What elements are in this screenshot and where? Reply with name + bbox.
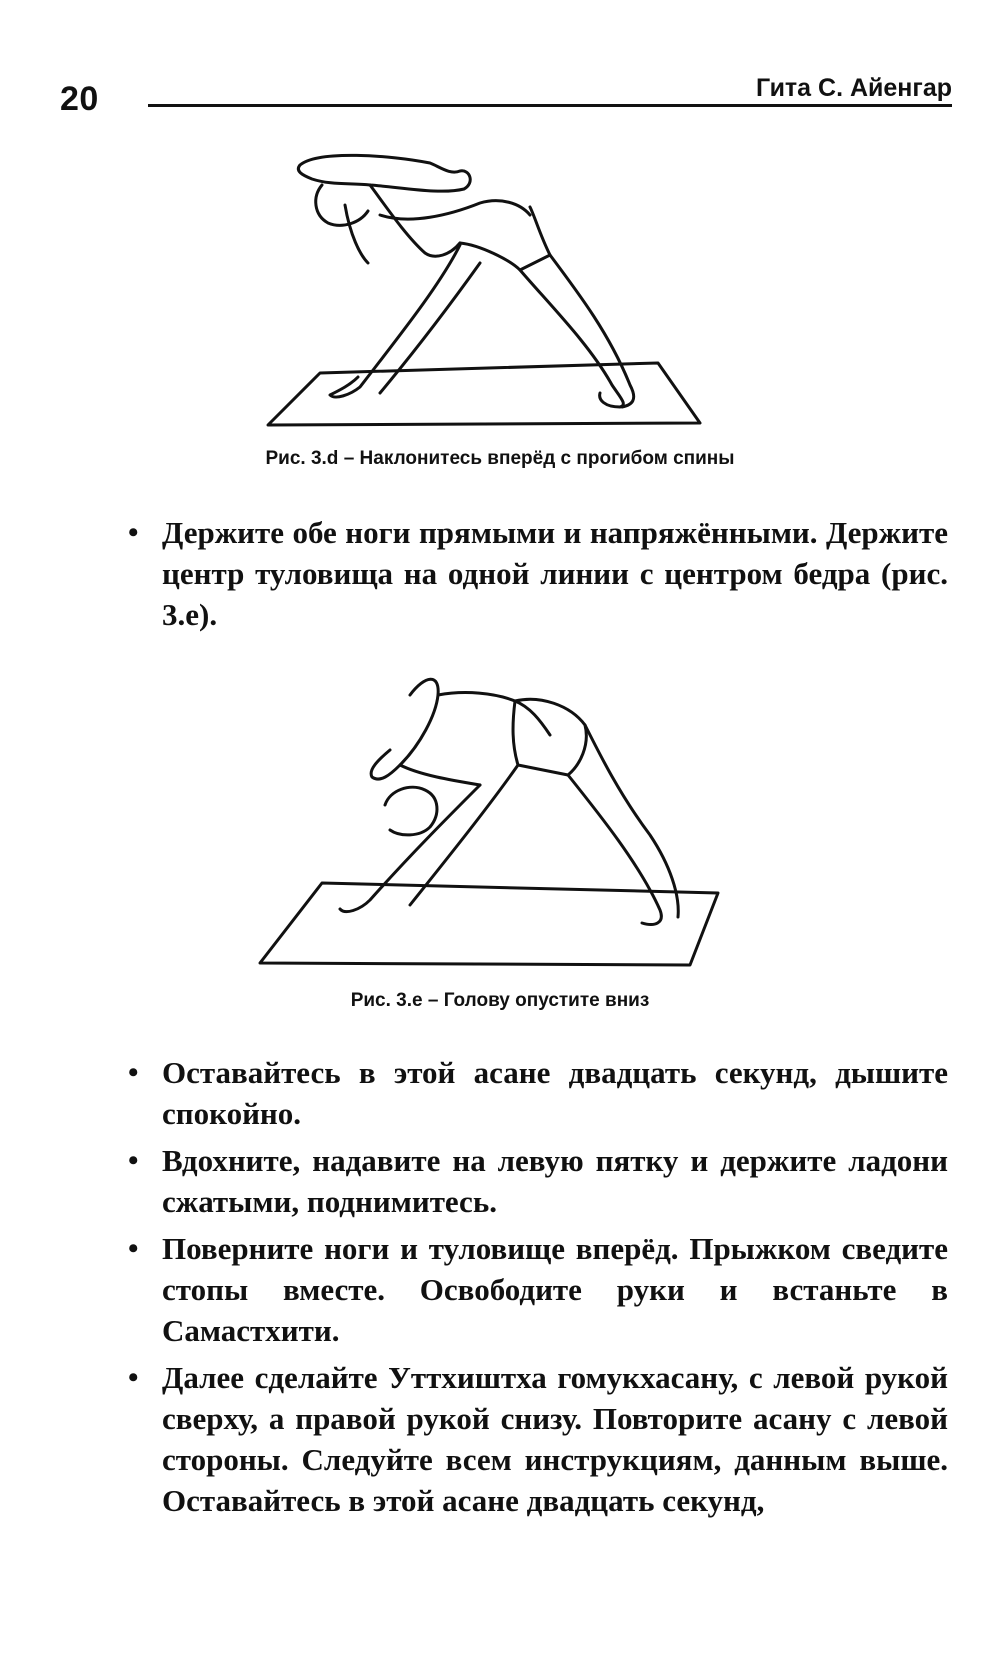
figure-3e-illustration <box>250 665 730 975</box>
figure-3e-caption: Рис. 3.e – Голову опустите вниз <box>350 990 650 1011</box>
back-leg <box>568 775 661 924</box>
list-item-text: Вдохните, надавите на левую пятку и держите ладони сжатыми, поднимитесь. <box>162 1143 948 1219</box>
list-item <box>128 1357 948 1521</box>
instruction-list-bottom <box>128 1052 948 1527</box>
list-item <box>128 1052 948 1134</box>
bullet-dot: • <box>128 516 139 549</box>
bullet-dot: • <box>128 1232 139 1265</box>
arms <box>298 155 470 191</box>
head <box>385 787 437 835</box>
arms <box>371 679 438 779</box>
front-leg <box>340 785 480 912</box>
list-item <box>128 1140 948 1222</box>
list-item <box>128 1228 948 1351</box>
instruction-list-top <box>128 512 948 641</box>
torso <box>370 185 460 256</box>
list-item <box>128 512 948 635</box>
page-number: 20 <box>60 80 99 118</box>
figure-3d-illustration <box>250 145 730 435</box>
list-item-text: Оставайтесь в этой асане двадцать секунд, дышите спокойно. <box>162 1055 948 1131</box>
bullet-dot: • <box>128 1361 139 1394</box>
head <box>316 185 368 225</box>
shorts <box>513 699 586 775</box>
bullet-dot: • <box>128 1056 139 1089</box>
list-item-text: Держите обе ноги прямыми и напряжёнными. Держите центр туловища на одной линии с центром бедра (рис. 3.е). <box>162 515 948 632</box>
bullet-dot: • <box>128 1144 139 1177</box>
shorts <box>460 207 550 270</box>
list-item-text: Поверните ноги и туловище вперёд. Прыжком сведите стопы вместе. Освободите руки и встаньте в Самастхити. <box>162 1231 948 1348</box>
figure-3d-caption: Рис. 3.d – Наклонитесь вперёд с прогибом спины <box>265 448 735 469</box>
list-item-text: Далее сделайте Уттхиштха гомукхасану, с левой рукой сверху, а правой рукой снизу. Повторите асану с левой стороны. Следуйте всем инструкциям, данным выше. Оставайтесь в этой асане двадцать секунд, <box>162 1360 948 1518</box>
running-header: Гита С. Айенгар <box>756 74 952 102</box>
header-rule <box>148 104 952 107</box>
